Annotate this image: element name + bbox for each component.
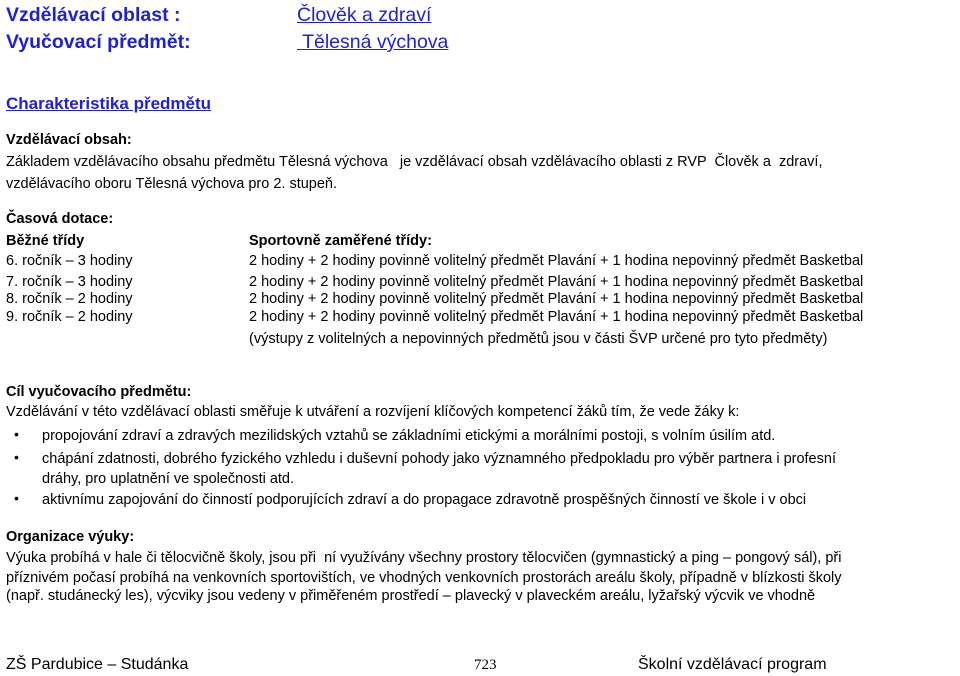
goal-bullet-3: aktivnímu zapojování do činností podporujících zdraví a do propagace zdravotně prospěšných činností ve škole i v obci (42, 492, 807, 508)
time-heading: Časová dotace: (6, 211, 114, 227)
regular-classes-heading: Běžné třídy (6, 233, 85, 249)
footer-page-number: 723 (474, 657, 497, 673)
sport-row-9: 2 hodiny + 2 hodiny povinně volitelný předmět Plavání + 1 hodina nepovinný předmět Basketbal (249, 309, 864, 325)
organization-line-1: Výuka probíhá v hale či tělocvičně školy, jsou při ní využívány všechny prostory tělocvičen (gymnastický a ping – pongový sál), při (6, 550, 842, 566)
goal-intro: Vzdělávání v této vzdělávací oblasti směřuje k utváření a rozvíjení klíčových kompetencí žáků tím, že vede žáky k: (6, 404, 740, 420)
sport-row-8: 2 hodiny + 2 hodiny povinně volitelný předmět Plavání + 1 hodina nepovinný předmět Basketbal (249, 291, 864, 307)
content-heading: Vzdělávací obsah: (6, 132, 132, 148)
goal-bullet-1: propojování zdraví a zdravých mezilidských vztahů se základními etickými a morálními postoji, s volním úsilím atd. (42, 428, 776, 444)
goal-bullet-2-line-2: dráhy, pro uplatnění ve společnosti atd. (42, 471, 295, 487)
goal-heading: Cíl vyučovacího předmětu: (6, 384, 192, 400)
bullet-icon: • (14, 449, 19, 465)
organization-line-2: příznivém počasí probíhá na venkovních sportovištích, ve vhodných venkovních prostorách areálu školy, případně v blízkosti školy (6, 570, 842, 586)
goal-bullet-2-line-1: chápání zdatnosti, dobrého fyzického vzhledu i duševní pohody jako významného předpokladu pro výběr partnera i profesní (42, 451, 836, 467)
section-title: Charakteristika předmětu (6, 94, 212, 113)
sport-row-7: 2 hodiny + 2 hodiny povinně volitelný předmět Plavání + 1 hodina nepovinný předmět Basketbal (249, 274, 864, 290)
grade-row-9: 9. ročník – 2 hodiny (6, 309, 133, 325)
time-note: (výstupy z volitelných a nepovinných předmětů jsou v části ŠVP určené pro tyto předměty) (249, 331, 828, 347)
area-value: Člověk a zdraví (297, 4, 432, 26)
subject-value: Tělesná výchova (297, 31, 449, 53)
content-line-1: Základem vzdělávacího obsahu předmětu Tělesná výchova je vzdělávací obsah vzdělávacího oblasti z RVP Člověk a zdraví, (6, 154, 823, 170)
grade-row-7: 7. ročník – 3 hodiny (6, 274, 133, 290)
footer-school: ZŠ Pardubice – Studánka (6, 656, 189, 673)
sport-classes-heading: Sportovně zaměřené třídy: (249, 233, 432, 249)
area-label: Vzdělávací oblast : (6, 4, 181, 26)
sport-row-6: 2 hodiny + 2 hodiny povinně volitelný předmět Plavání + 1 hodina nepovinný předmět Basketbal (249, 253, 864, 269)
bullet-icon: • (14, 426, 19, 442)
bullet-icon: • (14, 490, 19, 506)
organization-heading: Organizace výuky: (6, 529, 135, 545)
content-line-2: vzdělávacího oboru Tělesná výchova pro 2. stupeň. (6, 176, 338, 192)
grade-row-6: 6. ročník – 3 hodiny (6, 253, 133, 269)
organization-line-3: (např. studánecký les), výcviky jsou vedeny v přiměřeném prostředí – plavecký v plaveckém areálu, lyžařský výcvik ve vhodně (6, 588, 816, 604)
subject-label: Vyučovací předmět: (6, 31, 191, 53)
grade-row-8: 8. ročník – 2 hodiny (6, 291, 133, 307)
footer-program: Školní vzdělávací program (638, 656, 827, 673)
